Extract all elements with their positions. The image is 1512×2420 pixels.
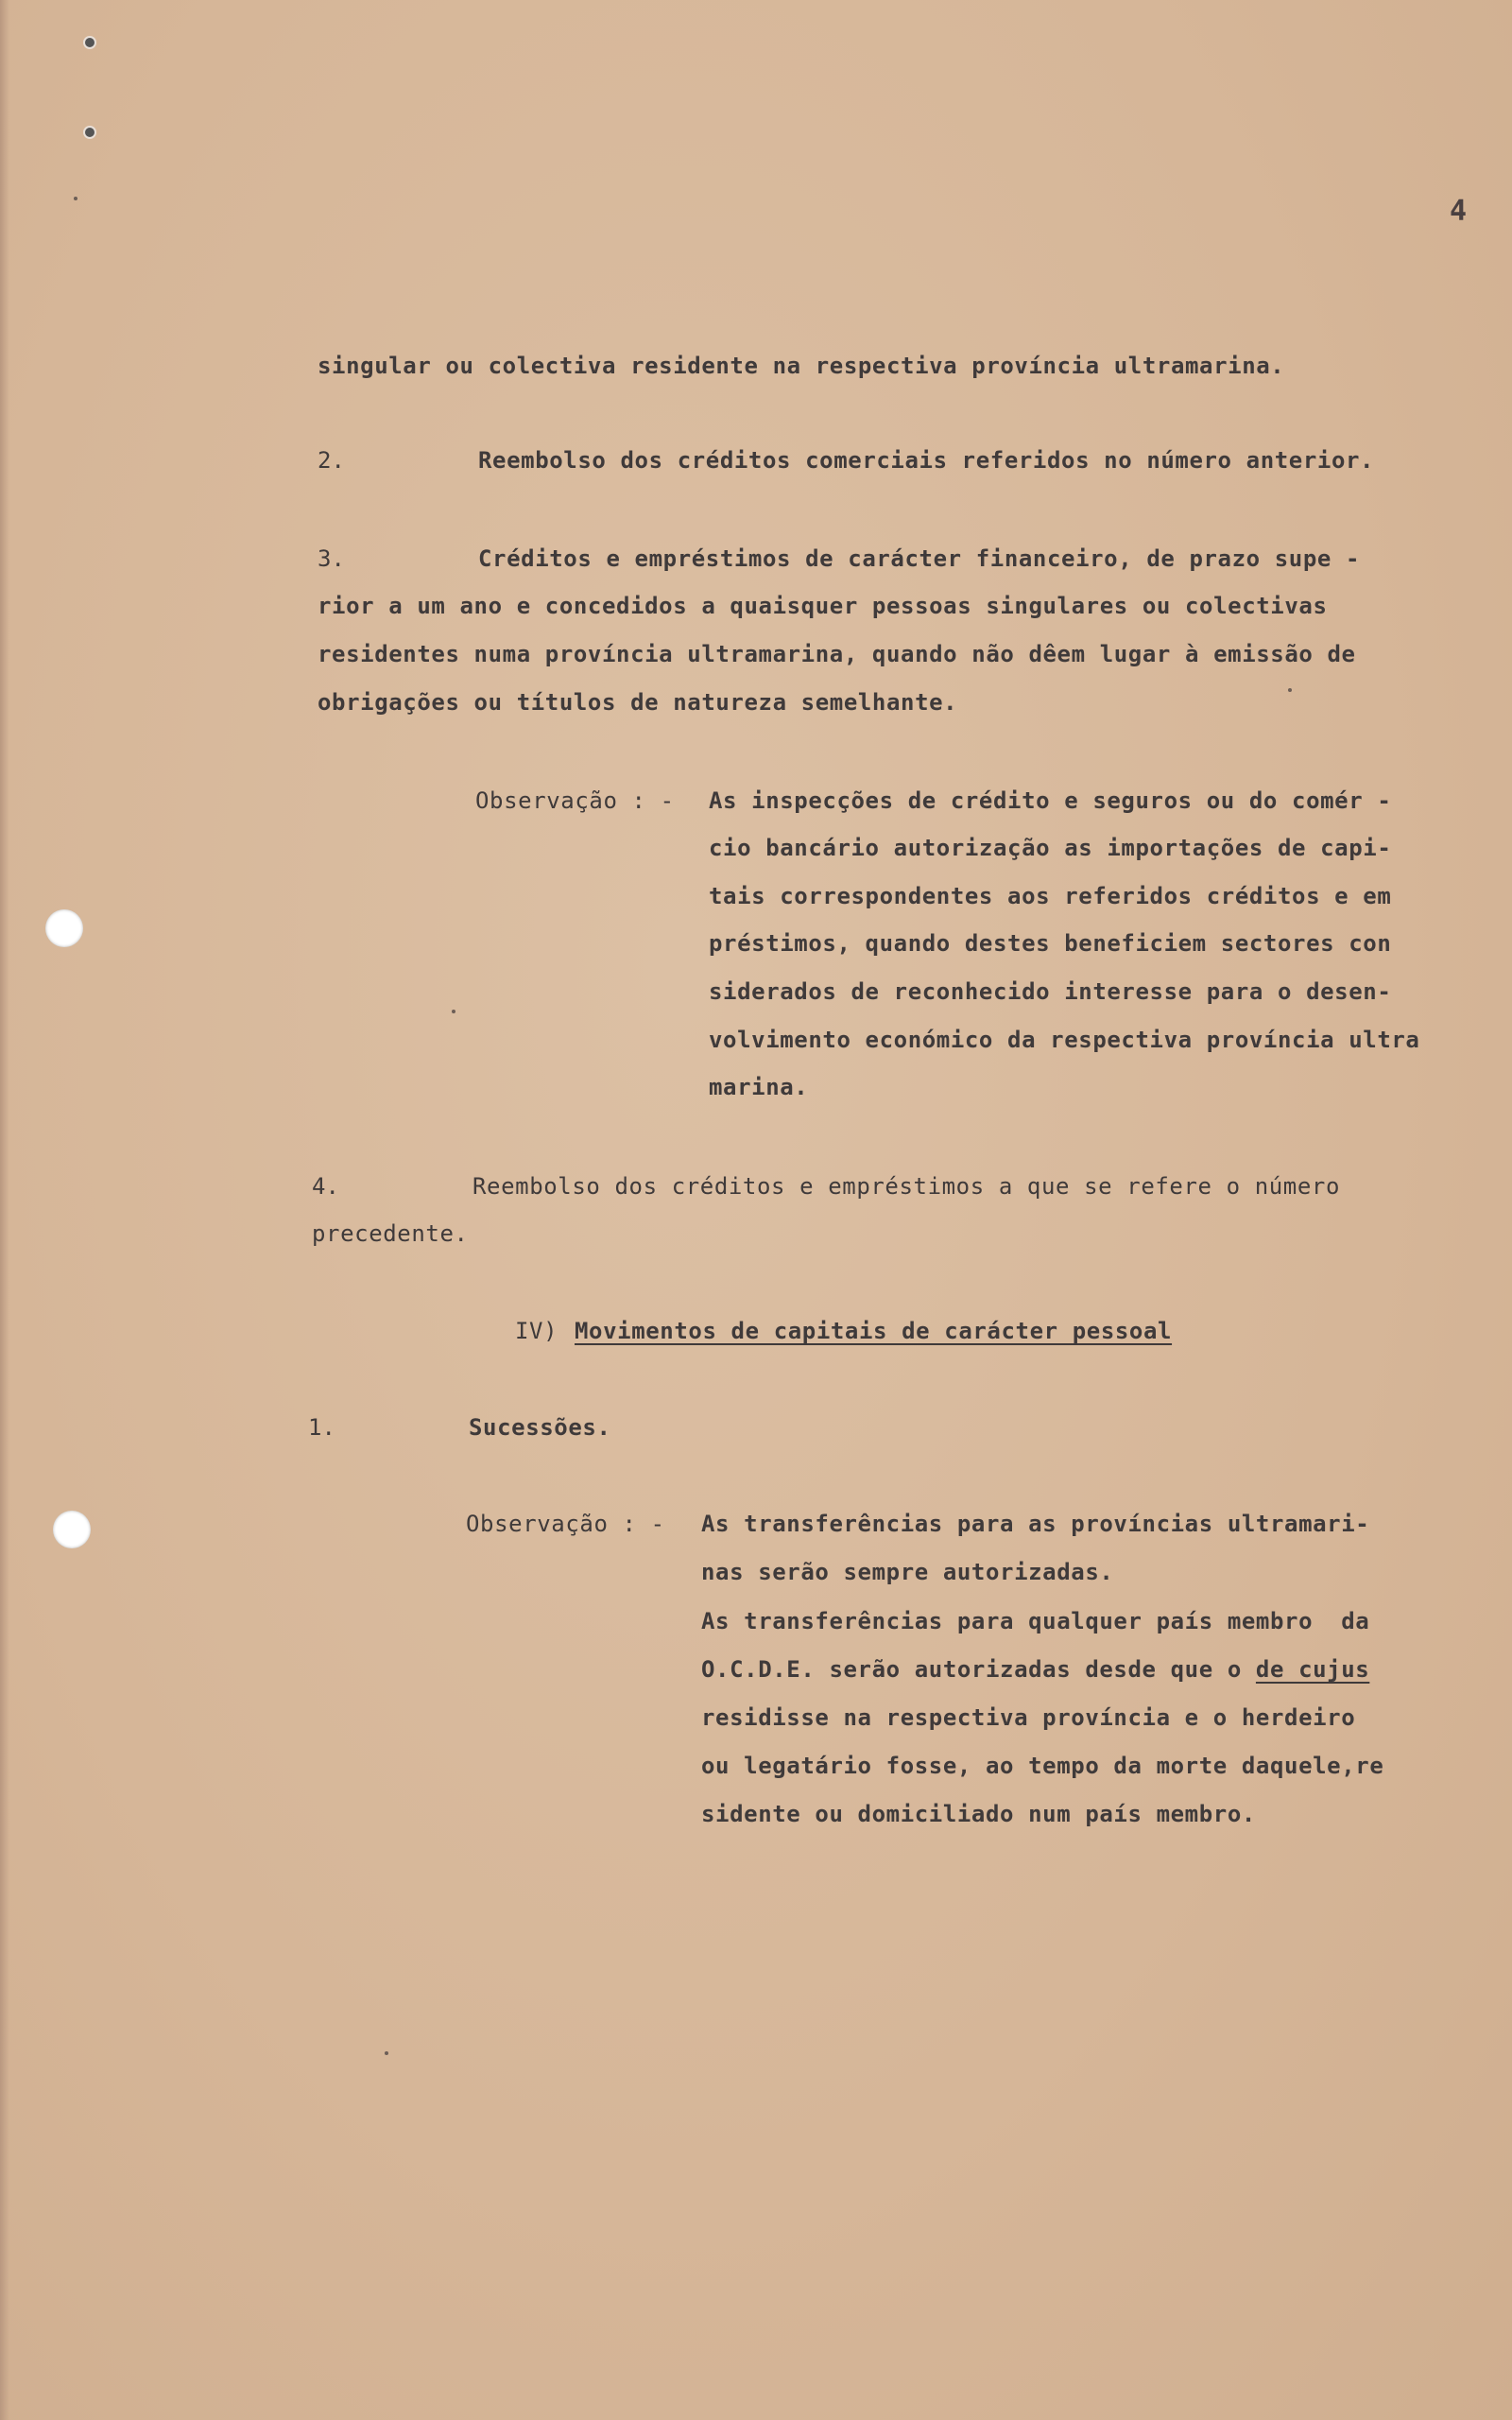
observation-iv-1-line-6: ou legatário fosse, ao tempo da morte daquele,re — [701, 1753, 1384, 1779]
observation-3-line-3: tais correspondentes aos referidos créditos e em — [709, 883, 1392, 909]
observation-iv-1-line-4 — [701, 1655, 1369, 1684]
paper-edge — [0, 0, 9, 2420]
item-3-number: 3. — [318, 545, 345, 572]
observation-label-iv-1: Observação : - — [466, 1511, 665, 1537]
observation-3-line-1: As inspecções de crédito e seguros ou do comér - — [709, 787, 1392, 814]
observation-3-line-4: préstimos, quando destes beneficiem sectores con — [709, 930, 1392, 957]
section-iv-title: Movimentos de capitais de carácter pessoal — [575, 1318, 1173, 1344]
de-cujus-term: de cujus — [1255, 1656, 1370, 1683]
paper-speck — [74, 197, 77, 200]
paper-speck — [1288, 688, 1292, 692]
punch-hole-upper — [45, 909, 83, 947]
binder-tack-top — [83, 36, 96, 49]
section-iv-numeral: IV) — [515, 1318, 558, 1344]
observation-3-line-5: siderados de reconhecido interesse para o desen- — [709, 978, 1392, 1005]
item-4-line-2: precedente. — [312, 1220, 469, 1247]
observation-iv-1-line-1: As transferências para as províncias ultramari- — [701, 1511, 1370, 1537]
binder-tack-bottom — [83, 126, 96, 139]
item-iv-1-label: Sucessões. — [469, 1414, 611, 1441]
observation-label-3: Observação : - — [475, 787, 675, 814]
observation-3-line-6: volvimento económico da respectiva província ultra — [709, 1027, 1420, 1053]
observation-iv-1-line-7: sidente ou domiciliado num país membro. — [701, 1801, 1256, 1827]
item-2-line-1: Reembolso dos créditos comerciais referidos no número anterior. — [478, 447, 1375, 474]
item-iv-1-number: 1. — [308, 1414, 335, 1441]
observation-3-line-2: cio bancário autorização as importações de capi- — [709, 835, 1392, 861]
item-3-line-4: obrigações ou títulos de natureza semelhante. — [318, 689, 958, 716]
observation-iv-1-line-4-text: O.C.D.E. serão autorizadas desde que o — [701, 1656, 1256, 1683]
page-number: 4 — [1450, 195, 1468, 228]
observation-iv-1-line-5: residisse na respectiva província e o herdeiro — [701, 1704, 1356, 1731]
observation-iv-1-line-3: As transferências para qualquer país membro da — [701, 1608, 1370, 1634]
punch-hole-lower — [53, 1511, 91, 1548]
paper-speck — [452, 1010, 455, 1013]
paper-speck — [385, 2051, 388, 2055]
item-3-line-3: residentes numa província ultramarina, quando não dêem lugar à emissão de — [318, 641, 1356, 667]
continuation-line: singular ou colectiva residente na respectiva província ultramarina. — [318, 353, 1285, 379]
observation-3-line-7: marina. — [709, 1074, 809, 1100]
item-4-line-1: Reembolso dos créditos e empréstimos a que se refere o número — [472, 1173, 1341, 1200]
item-4-number: 4. — [312, 1173, 339, 1200]
item-3-line-1: Créditos e empréstimos de carácter financeiro, de prazo supe - — [478, 545, 1361, 572]
item-2-number: 2. — [318, 447, 345, 474]
observation-iv-1-line-2: nas serão sempre autorizadas. — [701, 1559, 1114, 1585]
item-3-line-2: rior a um ano e concedidos a quaisquer pessoas singulares ou colectivas — [318, 593, 1328, 619]
